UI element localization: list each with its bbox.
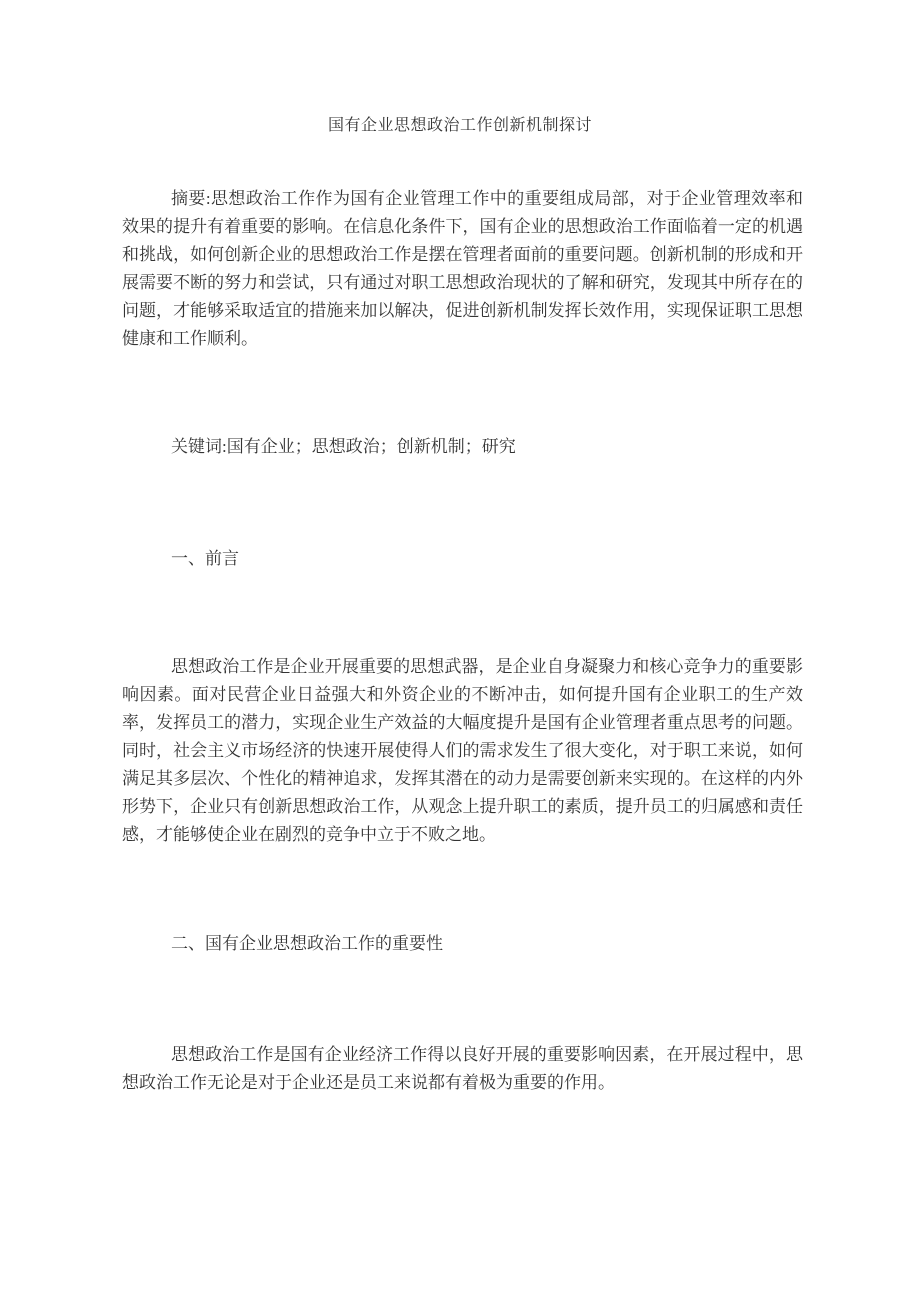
abstract-paragraph: 摘要:思想政治工作作为国有企业管理工作中的重要组成局部，对于企业管理效率和效果的提升有着重要的影响。在信息化条件下，国有企业的思想政治工作面临着一定的机遇和挑战，如何创新企业的思想政治工作是摆在管理者面前的重要问题。创新机制的形成和开展需要不断的努力和尝试，只有通过对职工思想政治现状的了解和研究，发现其中所存在的问题，才能够采取适宜的措施来加以解决，促进创新机制发挥长效作用，实现保证职工思想健康和工作顺利。 — [122, 189, 803, 348]
section-heading-foreword: 一、前言 — [171, 549, 239, 568]
section-body-importance: 思想政治工作是国有企业经济工作得以良好开展的重要影响因素，在开展过程中，思想政治工作无论是对于企业还是员工来说都有着极为重要的作用。 — [122, 1045, 803, 1092]
keywords-line: 关键词:国有企业；思想政治；创新机制；研究 — [171, 437, 516, 456]
section-heading-importance: 二、国有企业思想政治工作的重要性 — [171, 934, 443, 953]
section-body-foreword: 思想政治工作是企业开展重要的思想武器，是企业自身凝聚力和核心竞争力的重要影响因素。面对民营企业日益强大和外资企业的不断冲击，如何提升国有企业职工的生产效率，发挥员工的潜力，实现企业生产效益的大幅度提升是国有企业管理者重点思考的问题。同时，社会主义市场经济的快速开展使得人们的需求发生了很大变化，对于职工来说，如何满足其多层次、个性化的精神追求，发挥其潜在的动力是需要创新来实现的。在这样的内外形势下，企业只有创新思想政治工作，从观念上提升职工的素质，提升员工的归属感和责任感，才能够使企业在剧烈的竞争中立于不败之地。 — [122, 657, 803, 844]
document-title: 国有企业思想政治工作创新机制探讨 — [327, 117, 592, 134]
